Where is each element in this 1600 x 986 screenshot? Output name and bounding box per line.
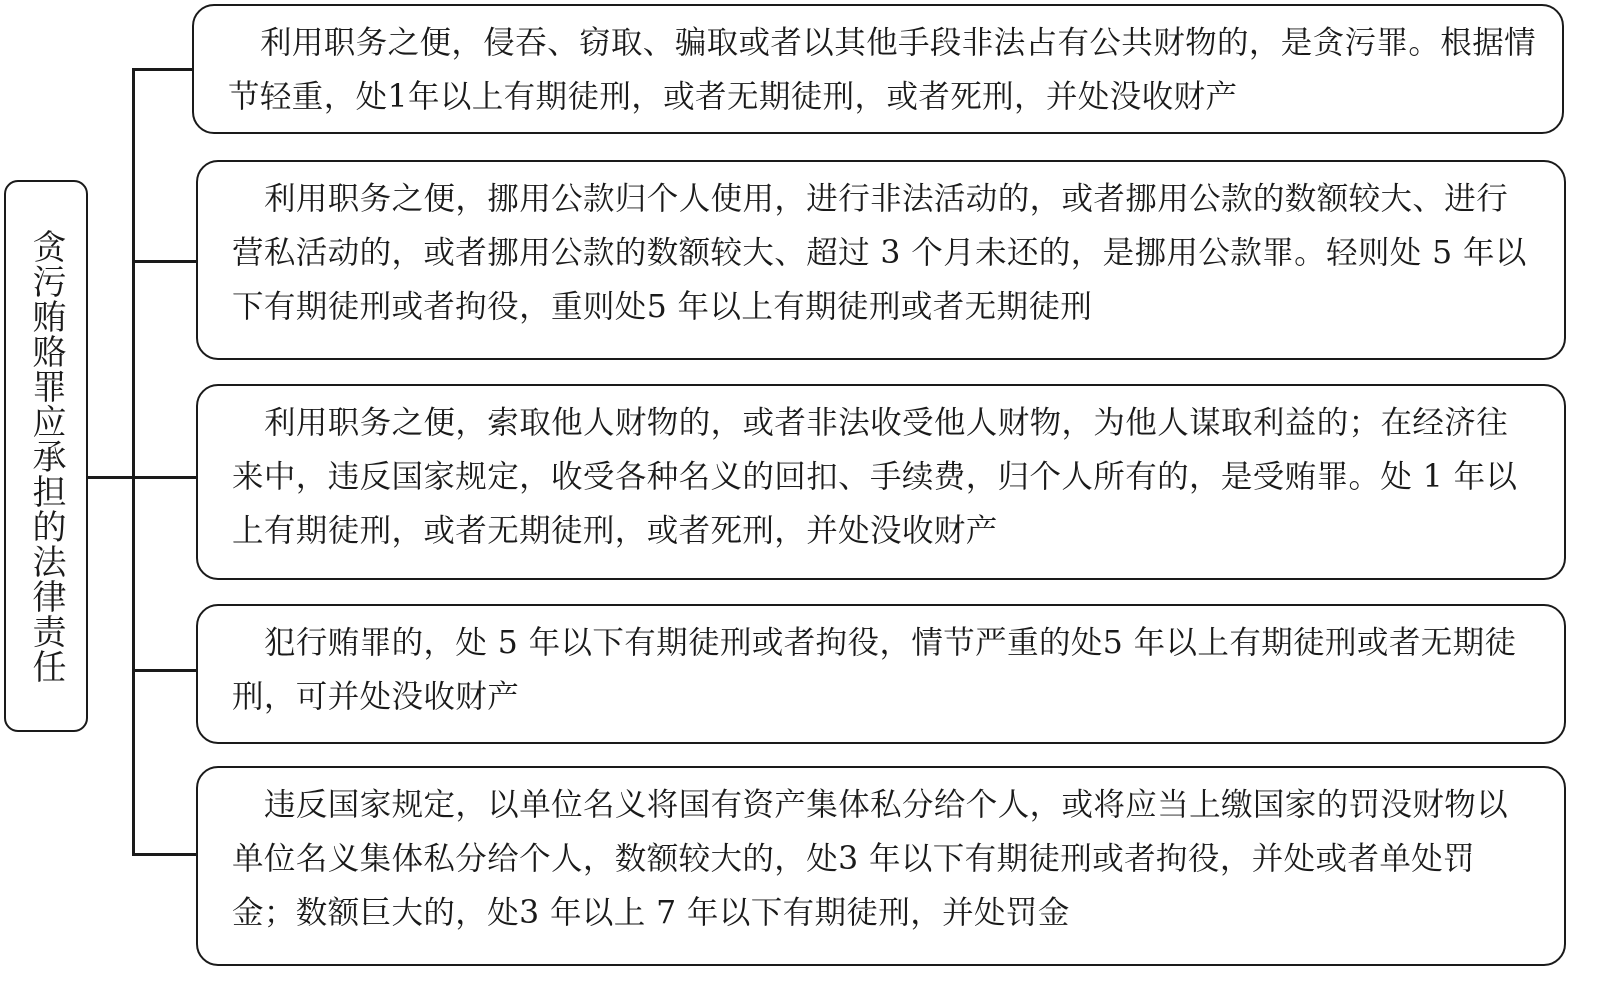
branch-misappropriation bbox=[196, 160, 1566, 360]
branch-connector-3 bbox=[132, 476, 198, 479]
branch-private-distribution bbox=[196, 766, 1566, 966]
branch-text-offering-bribes: 犯行贿罪的，处 5 年以下有期徒刑或者拘役，情节严重的处5 年以上有期徒刑或者无期徒刑，可并处没收财产 bbox=[232, 625, 1517, 715]
trunk-line bbox=[132, 68, 135, 855]
branch-offering-bribes bbox=[196, 604, 1566, 744]
branch-text-misappropriation: 利用职务之便，挪用公款归个人使用，进行非法活动的，或者挪用公款的数额较大、进行营私活动的，或者挪用公款的数额较大、超过 3 个月未还的，是挪用公款罪。轻则处 5 年以下有期徒刑或者拘役，重则处5 年以上有期徒刑或者无期徒刑 bbox=[232, 181, 1527, 325]
branch-connector-4 bbox=[132, 669, 198, 672]
branch-text-embezzlement: 利用职务之便，侵吞、窃取、骗取或者以其他手段非法占有公共财物的，是贪污罪。根据情节轻重，处1年以上有期徒刑，或者无期徒刑，或者死刑，并处没收财产 bbox=[228, 25, 1537, 115]
branch-accepting-bribes bbox=[196, 384, 1566, 580]
branch-embezzlement bbox=[192, 4, 1564, 134]
branch-connector-2 bbox=[132, 260, 198, 263]
root-node bbox=[4, 180, 88, 732]
branch-text-accepting-bribes: 利用职务之便，索取他人财物的，或者非法收受他人财物，为他人谋取利益的；在经济往来中，违反国家规定，收受各种名义的回扣、手续费，归个人所有的，是受贿罪。处 1 年以上有期徒刑，或者无期徒刑，或者死刑，并处没收财产 bbox=[232, 405, 1518, 549]
root-connector bbox=[88, 476, 134, 479]
branch-connector-1 bbox=[132, 68, 194, 71]
root-label: 贪污贿赂罪应承担的法律责任 bbox=[26, 228, 66, 684]
branch-connector-5 bbox=[132, 853, 198, 856]
branch-text-private-distribution: 违反国家规定，以单位名义将国有资产集体私分给个人，或将应当上缴国家的罚没财物以单位名义集体私分给个人，数额较大的，处3 年以下有期徒刑或者拘役，并处或者单处罚金；数额巨大的，处3 年以上 7 年以下有期徒刑，并处罚金 bbox=[232, 787, 1509, 931]
